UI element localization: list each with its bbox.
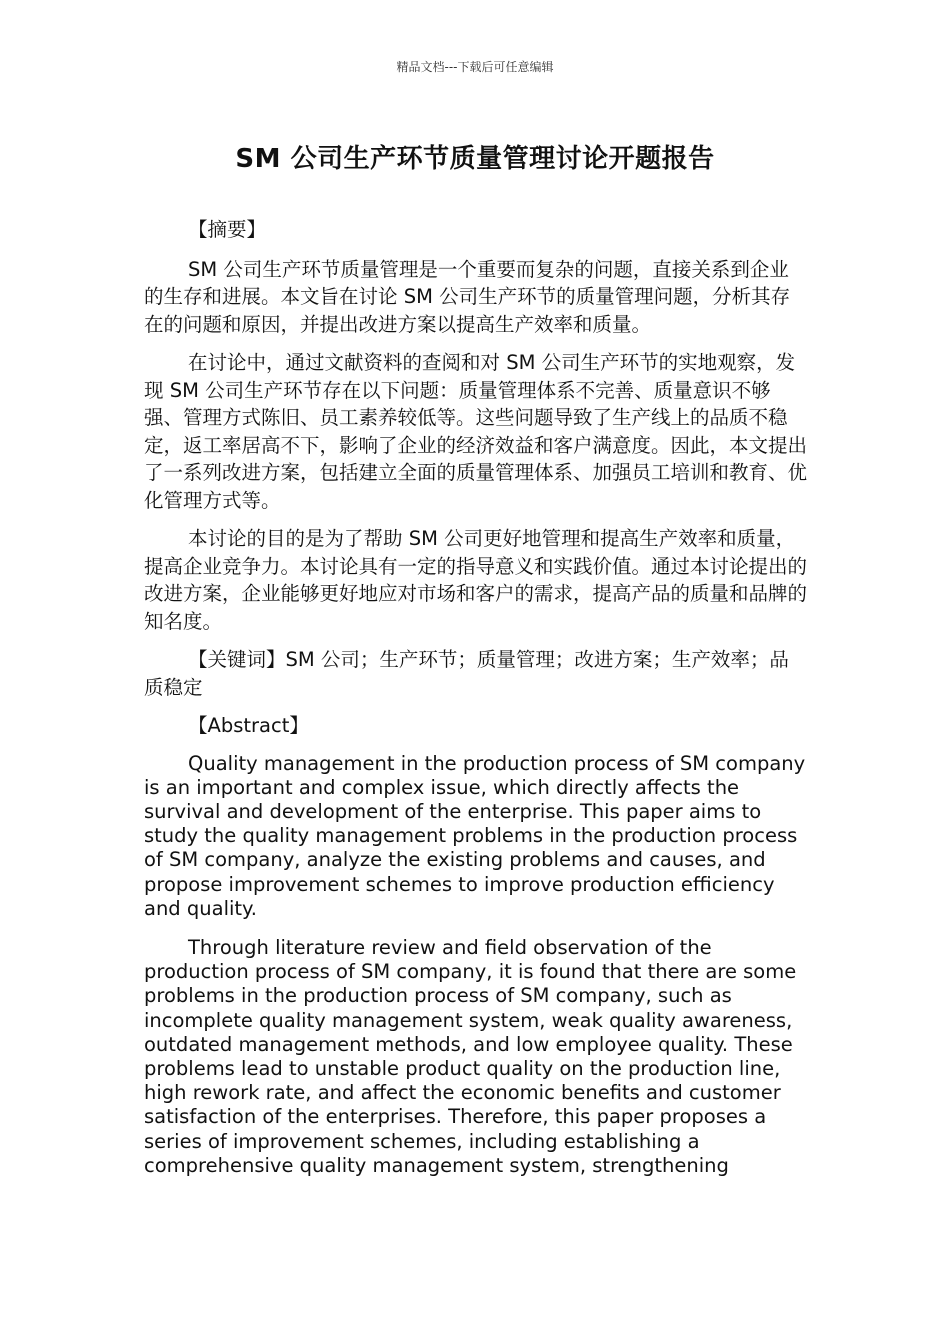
keywords-cn: 【关键词】SM 公司；生产环节；质量管理；改进方案；生产效率；品质稳定	[144, 648, 789, 699]
page-header-note: 精品文档---下载后可任意编辑	[396, 60, 554, 74]
abstract-cn-heading: 【摘要】	[188, 218, 267, 241]
document-title: SM 公司生产环节质量管理讨论开题报告	[235, 144, 715, 174]
abstract-en-paragraph: Through literature review and field observation of the production process of SM company, it is found that there are some problems in the production process of SM company, such as incomplete quality management system, weak quality awareness, outdated management methods, and low employee quality. These problems lead to unstable product quality on the production line, high rework rate, and affect the economic benefits and customer satisfaction of the enterprises. Therefore, this paper proposes a series of improvement schemes, including establishing a comprehensive quality management system, strengthening	[144, 935, 797, 1177]
abstract-cn-paragraph: 本讨论的目的是为了帮助 SM 公司更好地管理和提高生产效率和质量，提高企业竞争力。本讨论具有一定的指导意义和实践价值。通过本讨论提出的改进方案，企业能够更好地应对市场和客户的需求，提高产品的质量和品牌的知名度。	[144, 527, 808, 633]
abstract-en-heading: 【Abstract】	[188, 714, 309, 737]
abstract-cn-paragraph: 在讨论中，通过文献资料的查阅和对 SM 公司生产环节的实地观察，发现 SM 公司生产环节存在以下问题：质量管理体系不完善、质量意识不够强、管理方式陈旧、员工素养较低等。这些问题导致了生产线上的品质不稳定，返工率居高不下，影响了企业的经济效益和客户满意度。因此，本文提出了一系列改进方案，包括建立全面的质量管理体系、加强员工培训和教育、优化管理方式等。	[144, 351, 808, 512]
abstract-en-paragraph: Quality management in the production process of SM company is an important and complex issue, which directly affects the survival and development of the enterprise. This paper aims to study the quality management problems in the production process of SM company, analyze the existing problems and causes, and propose improvement schemes to improve production efficiency and quality.	[144, 751, 806, 920]
abstract-cn-paragraph: SM 公司生产环节质量管理是一个重要而复杂的问题，直接关系到企业的生存和进展。本文旨在讨论 SM 公司生产环节的质量管理问题，分析其存在的问题和原因，并提出改进方案以提高生产效率和质量。	[144, 257, 791, 336]
document-body	[144, 216, 808, 1193]
